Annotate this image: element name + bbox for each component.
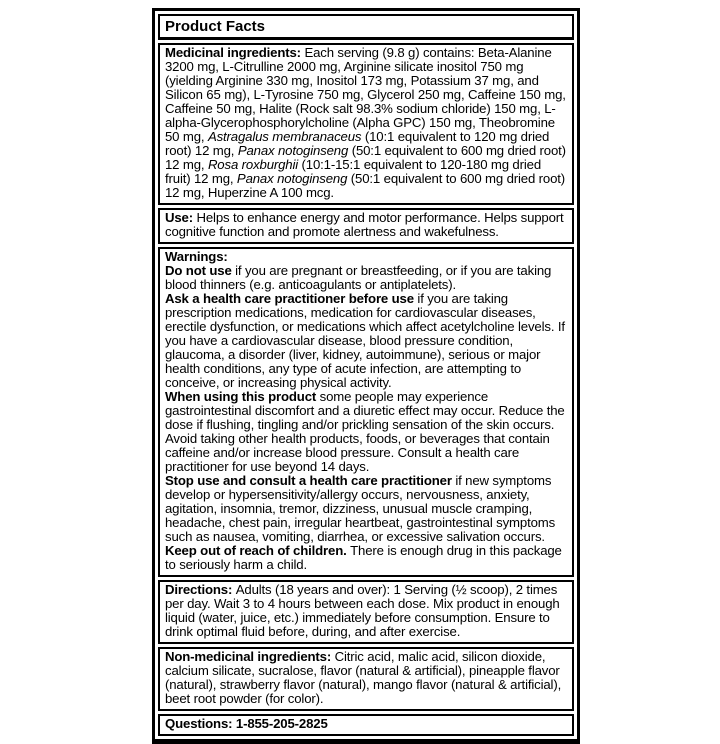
warning-do-not-use: Do not use if you are pregnant or breastfeeding, or if you are taking blood thinners (e.g. anticoagulants or antiplatelets). [165, 263, 552, 292]
non-medicinal-ingredients-section [158, 647, 574, 711]
warning-ask-practitioner: Ask a health care practitioner before use if you are taking prescription medications, medication for cardiovascular diseases, erectile dysfunction, or medications which affect acetylcholine levels. If you have a cardiovascular disease, blood pressure condition, glaucoma, a disorder (liver, kidney, autoimmune), serious or major health conditions, any type of acute infection, are attempting to conceive, or increasing physical activity. [165, 291, 565, 390]
use-section [158, 208, 574, 244]
questions-section [158, 714, 574, 736]
use-text: Use: Helps to enhance energy and motor performance. Helps support cognitive function and promote alertness and wakefulness. [165, 210, 564, 239]
medicinal-ingredients-section [158, 43, 574, 205]
label-title: Product Facts [165, 18, 266, 35]
directions-section [158, 580, 574, 644]
questions-phone-text: Questions: 1-855-205-2825 [165, 716, 328, 731]
title-section [158, 14, 574, 40]
warning-when-using: When using this product some people may experience gastrointestinal discomfort and a diuretic effect may occur. Reduce the dose if flushing, tingling and/or prickling sensation of the skin occurs. Avoid taking other health products, foods, or beverages that contain caffeine and/or increase blood pressure. Consult a health care practitioner for use beyond 14 days. [165, 389, 565, 474]
warning-stop-use: Stop use and consult a health care practitioner if new symptoms develop or hypersensitivity/allergy occurs, nervousness, anxiety, agitation, insomnia, tremor, dizziness, unusual muscle cramping, headache, chest pain, irregular heartbeat, gastrointestinal symptoms such as nausea, vomiting, diarrhea, or excessive salivation occurs. [165, 473, 556, 544]
warning-keep-out-of-reach: Keep out of reach of children. There is enough drug in this package to seriously harm a child. [165, 543, 562, 572]
non-medicinal-ingredients-text: Non-medicinal ingredients: Citric acid, malic acid, silicon dioxide, calcium silicate, sucralose, flavor (natural & artificial), pineapple flavor (natural), strawberry flavor (natural), mango flavor (natural & artificial), beet root powder (for color). [165, 649, 562, 706]
warnings-heading: Warnings: [165, 249, 228, 264]
directions-text: Directions: Adults (18 years and over): 1 Serving (½ scoop), 2 times per day. Wait 3 to 4 hours between each dose. Mix product in enough liquid (water, juice, etc.) immediately before consumption. Ensure to drink optimal fluid before, during, and after exercise. [165, 582, 560, 639]
product-facts-label [152, 8, 580, 744]
medicinal-ingredients-text: Medicinal ingredients: Each serving (9.8 g) contains: Beta-Alanine 3200 mg, L-Citrulline 2000 mg, Arginine silicate inositol 750 mg (yielding Arginine 330 mg, Inositol 173 mg, Potassium 37 mg, and Silicon 65 mg), L-Tyrosine 750 mg, Glycerol 250 mg, Caffeine 150 mg, Caffeine 50 mg, Halite (Rock salt 98.3% sodium chloride) 150 mg, L-alpha-Glycerophosphorylcholine (Alpha GPC) 150 mg, Theobromine 50 mg, Astragalus membranaceus (10:1 equivalent to 120 mg dried root) 12 mg, Panax notoginseng (50:1 equivalent to 600 mg dried root) 12 mg, Rosa roxburghii (10:1-15:1 equivalent to 120-180 mg dried fruit) 12 mg, Panax notoginseng (50:1 equivalent to 600 mg dried root) 12 mg, Huperzine A 100 mcg. [165, 45, 566, 200]
warnings-section [158, 247, 574, 577]
